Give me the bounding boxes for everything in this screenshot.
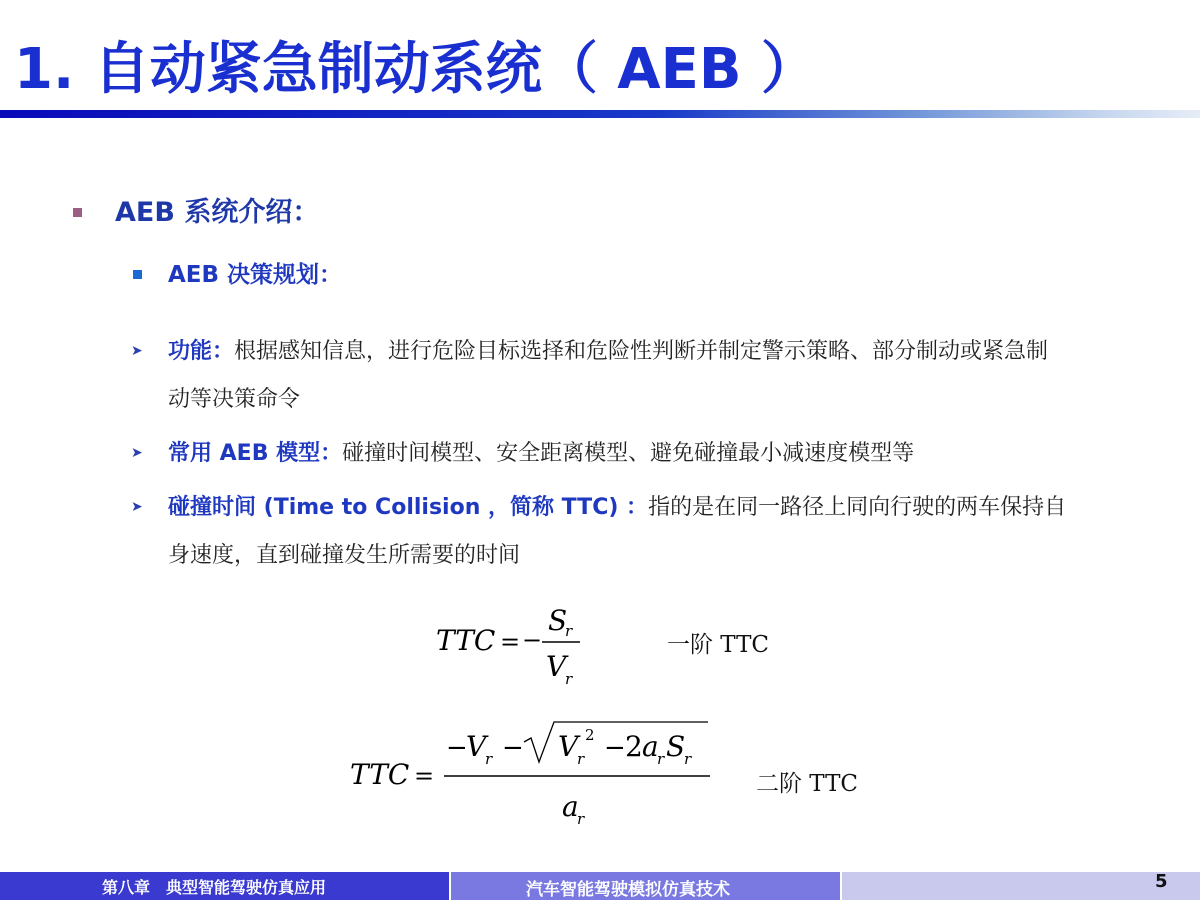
subsection-heading: AEB 决策规划：: [168, 262, 343, 288]
svg-text:S: S: [548, 604, 568, 637]
bullet-item-models: [168, 430, 1068, 478]
bullet-key: 常用 AEB 模型：: [168, 441, 343, 466]
square-bullet-icon: [133, 270, 142, 279]
svg-text:V: V: [546, 650, 567, 683]
svg-text:−: −: [604, 733, 626, 763]
title-underline-bar: [0, 110, 1200, 118]
bullet-text: 指的是在同一路径上同向行驶的两车保持自身速度，直到碰撞发生所需要的时间: [168, 495, 1067, 568]
formula-label: 二阶 TTC: [756, 771, 859, 797]
svg-text:=: =: [414, 762, 435, 790]
svg-text:r: r: [485, 750, 493, 768]
formula-label: 一阶 TTC: [667, 632, 770, 658]
bullet-key: 碰撞时间 (Time to Collision ，简称 TTC) ：: [168, 495, 649, 520]
svg-text:V: V: [558, 730, 579, 763]
formula-first-order-ttc: [434, 598, 634, 698]
footer-chapter-label: 第八章 典型智能驾驶仿真应用: [102, 878, 327, 897]
svg-text:TTC: TTC: [350, 758, 410, 791]
footer-bar: [0, 872, 1200, 900]
svg-text:TTC: TTC: [436, 624, 496, 657]
svg-text:−: −: [446, 733, 468, 763]
svg-text:r: r: [577, 750, 585, 768]
svg-text:r: r: [657, 750, 665, 768]
slide-title: 1. 自动紧急制动系统（ AEB ）: [14, 37, 818, 102]
arrow-bullet-icon: ➤: [131, 499, 143, 515]
formula-second-order-ttc: [348, 712, 718, 832]
svg-text:a: a: [642, 730, 659, 763]
arrow-bullet-icon: ➤: [131, 445, 143, 461]
svg-text:2: 2: [585, 726, 595, 744]
bullet-item-ttc: [168, 484, 1068, 580]
svg-text:−: −: [502, 733, 524, 763]
svg-text:r: r: [684, 750, 692, 768]
svg-text:−: −: [522, 626, 543, 654]
square-bullet-icon: [73, 208, 82, 217]
bullet-item-function: [168, 328, 1068, 424]
footer-course-label: 汽车智能驾驶模拟仿真技术: [526, 880, 730, 900]
bullet-key: 功能：: [168, 339, 235, 364]
svg-text:V: V: [466, 730, 487, 763]
svg-text:=: =: [500, 628, 521, 656]
svg-text:a: a: [562, 790, 579, 823]
svg-text:r: r: [565, 622, 573, 640]
svg-text:r: r: [577, 810, 585, 828]
svg-text:r: r: [565, 670, 573, 688]
footer-segment-right: [842, 872, 1200, 900]
bullet-text: 根据感知信息，进行危险目标选择和危险性判断并制定警示策略、部分制动或紧急制动等决策命令: [168, 339, 1049, 412]
page-number: 5: [1155, 871, 1168, 892]
svg-text:S: S: [666, 730, 686, 763]
bullet-text: 碰撞时间模型、安全距离模型、避免碰撞最小减速度模型等: [342, 441, 915, 466]
section-heading: AEB 系统介绍：: [115, 197, 320, 228]
arrow-bullet-icon: ➤: [131, 343, 143, 359]
svg-text:2: 2: [625, 730, 643, 763]
